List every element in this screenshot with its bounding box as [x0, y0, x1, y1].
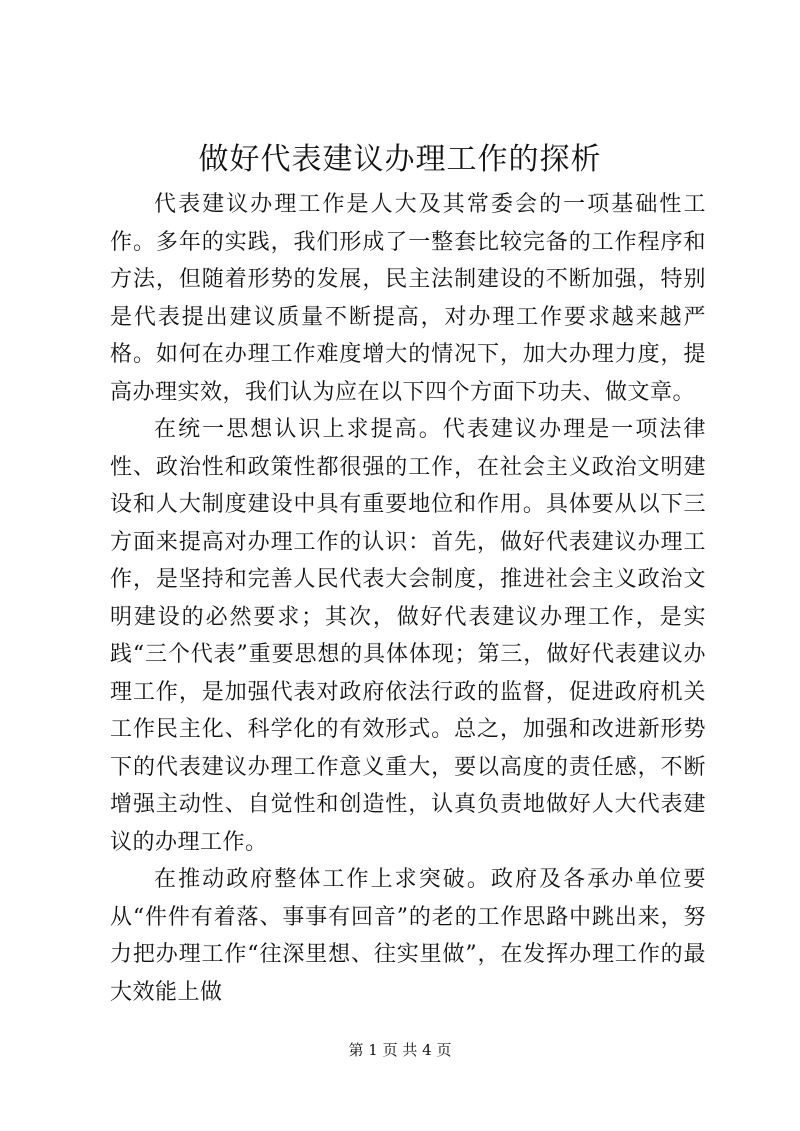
- document-title: 做好代表建议办理工作的探析: [198, 142, 602, 177]
- page-footer: 第 1 页 共 4 页: [348, 1041, 452, 1059]
- paragraph-1: 代表建议办理工作是人大及其常委会的一项基础性工作。多年的实践，我们形成了一整套比较完备的工作程序和方法，但随着形势的发展，民主法制建设的不断加强，特别是代表提出建议质量不断提高，对办理工作要求越来越严格。如何在办理工作难度增大的情况下，加大办理力度，提高办理实效，我们认为应在以下四个方面下功夫、做文章。: [110, 192, 706, 405]
- document-body: [110, 186, 706, 1011]
- paragraph-2: 在统一思想认识上求提高。代表建议办理是一项法律性、政治性和政策性都很强的工作，在社会主义政治文明建设和人大制度建设中具有重要地位和作用。具体要从以下三方面来提高对办理工作的认识：首先，做好代表建议办理工作，是坚持和完善人民代表大会制度，推进社会主义政治文明建设的必然要求；其次，做好代表建议办理工作，是实践“三个代表”重要思想的具体体现；第三，做好代表建议办理工作，是加强代表对政府依法行政的监督，促进政府机关工作民主化、科学化的有效形式。总之，加强和改进新形势下的代表建议办理工作意义重大，要以高度的责任感，不断增强主动性、自觉性和创造性，认真负责地做好人大代表建议的办理工作。: [110, 417, 706, 855]
- paragraph-3: 在推动政府整体工作上求突破。政府及各承办单位要从“件件有着落、事事有回音”的老的工作思路中跳出来，努力把办理工作“往深里想、往实里做”，在发挥办理工作的最大效能上做: [110, 867, 706, 1005]
